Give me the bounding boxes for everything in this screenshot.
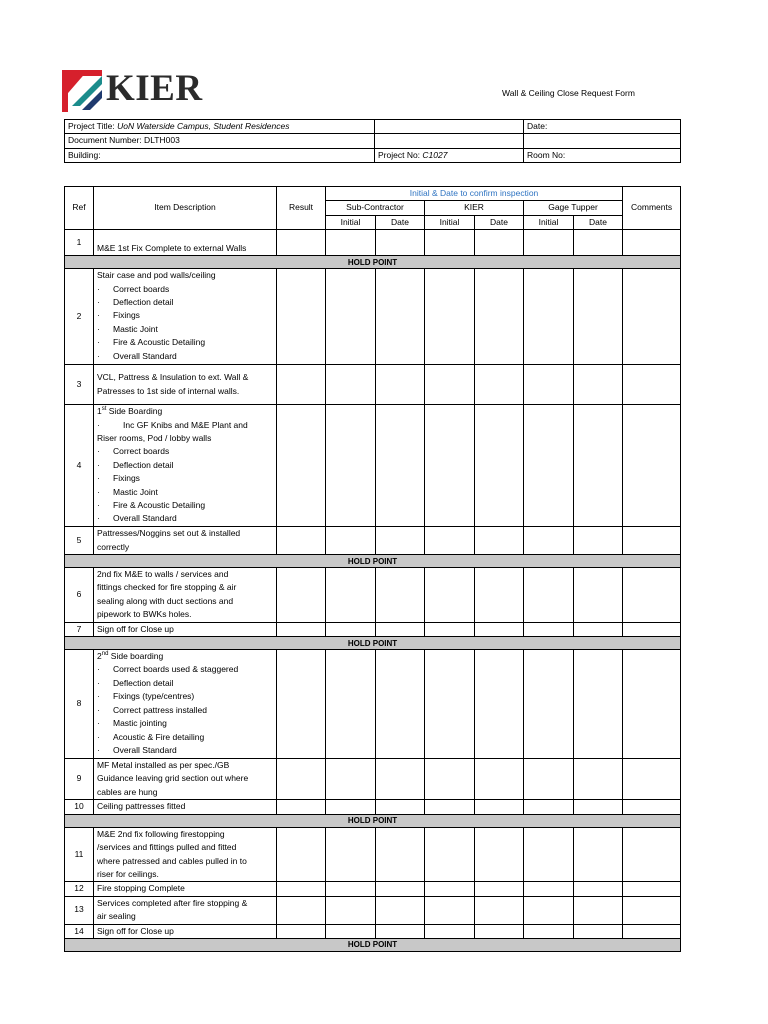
- hold-point-row: HOLD POINT: [65, 938, 681, 951]
- table-row: 2 Stair case and pod walls/ceiling · Correct boards · Deflection detail · Fixings · Mastic Joint · Fire & Acoustic Detailing · Overall Standard: [65, 269, 681, 365]
- table-row: 13 Services completed after fire stopping & air sealing: [65, 896, 681, 924]
- table-row: 3 VCL, Pattress & Insulation to ext. Wall & Patresses to 1st side of internal walls.: [65, 365, 681, 405]
- table-row: 11 M&E 2nd fix following firestopping /services and fittings pulled and fitted where patressed and cables pulled in to riser for ceilings.: [65, 827, 681, 882]
- room-no-field[interactable]: Room No:: [524, 148, 681, 162]
- table-row: 4 1st Side Boarding · Inc GF Knibs and M&E Plant and Riser rooms, Pod / lobby walls · Correct boards · Deflection detail · Fixings · Mastic Joint · Fire & Acoustic Detailing · Overall Standard: [65, 405, 681, 527]
- table-row: 9 MF Metal installed as per spec./GB Guidance leaving grid section out where cables are hung: [65, 759, 681, 800]
- project-title-cell[interactable]: Project Title: UoN Waterside Campus, Student Residences: [65, 120, 375, 134]
- col-result-header: Result: [277, 187, 326, 230]
- building-field[interactable]: Building:: [65, 148, 375, 162]
- table-row: 6 2nd fix M&E to walls / services and fittings checked for fire stopping & air sealing along with duct sections and pipework to BWKs holes.: [65, 568, 681, 623]
- table-row: 12 Fire stopping Complete: [65, 882, 681, 896]
- table-row: 10 Ceiling pattresses fitted: [65, 800, 681, 814]
- hold-point-row: HOLD POINT: [65, 637, 681, 650]
- hold-point-row: HOLD POINT: [65, 814, 681, 827]
- project-no-value: C1027: [422, 149, 448, 160]
- table-row: 1 M&E 1st Fix Complete to external Walls: [65, 230, 681, 256]
- hold-point-row: HOLD POINT: [65, 256, 681, 269]
- inspection-table: Ref Item Description Result Initial & Date to confirm inspection Comments Sub-Contractor KIER Gage Tupper Initial Date Initial Date Initial Date 1 M&E 1st Fix Complete to external Walls HOLD POINT 2 Stair case and pod walls/ceiling · Correct boards · Deflection detail · Fixings · Mastic Joint · Fire & Acoustic Detailing · Overall Standard 3 VCL, Pattress & Insulation to ext. Wall & Patresses to 1st side of internal walls. 4 1st Side Boarding · Inc GF Knibs and M&E Plant and Riser rooms, Pod / lobby walls · Correct boards · Deflection detail · Fixings · Mastic Joint · Fire & Acoustic Detailing · Overall Standard 5 Pattresses/Noggins set out & installed correctly HOLD POINT 6 2nd fix M&E to walls / services and fittings checked for fire stopping & air sealing along with duct sections and pipework to BWKs holes. 7 Sign off for Close up HOLD POINT 8 2nd Side boarding · Correct boards used & staggered · Deflection detail · Fixings (type/centres) · Correct pattress installed · Mastic jointing · Acoustic & Fire detailing · Overall Standard 9 MF Metal installed as per spec./GB Guidance leaving grid section out where cables are hung 10 Ceiling pattresses fitted HOLD POINT 11 M&E 2nd fix following firestopping /services and fittings pulled and fitted where patressed and cables pulled in to riser for ceilings. 12 Fire stopping Complete 13 Services completed after fire stopping & air sealing 14 Sign off for Close up HOLD POINT: [64, 186, 681, 952]
- col-comments-header: Comments: [623, 187, 681, 230]
- table-row: 7 Sign off for Close up: [65, 622, 681, 636]
- inspection-header: Initial & Date to confirm inspection: [326, 187, 623, 201]
- party-gage-tupper: Gage Tupper: [524, 201, 623, 215]
- date-field[interactable]: Date:: [524, 120, 681, 134]
- kier-logo-text: KIER: [106, 68, 203, 109]
- party-kier: KIER: [425, 201, 524, 215]
- table-row: 14 Sign off for Close up: [65, 924, 681, 938]
- table-row: 8 2nd Side boarding · Correct boards used & staggered · Deflection detail · Fixings (type/centres) · Correct pattress installed · Mastic jointing · Acoustic & Fire detailing · Overall Standard: [65, 650, 681, 759]
- col-ref-header: Ref: [65, 187, 94, 230]
- party-subcontractor: Sub-Contractor: [326, 201, 425, 215]
- hold-point-row: HOLD POINT: [65, 555, 681, 568]
- kier-logo-mark-icon: [62, 70, 102, 112]
- table-row: 5 Pattresses/Noggins set out & installed correctly: [65, 527, 681, 555]
- blank-cell: [375, 120, 524, 134]
- project-header-table: [64, 119, 681, 163]
- project-no: Project No: C1027: [375, 148, 524, 162]
- col-item-header: Item Description: [94, 187, 277, 230]
- project-title-value: UoN Waterside Campus, Student Residences: [117, 121, 290, 131]
- form-title: Wall & Ceiling Close Request Form: [502, 88, 635, 98]
- document-number: Document Number: DLTH003: [65, 134, 375, 148]
